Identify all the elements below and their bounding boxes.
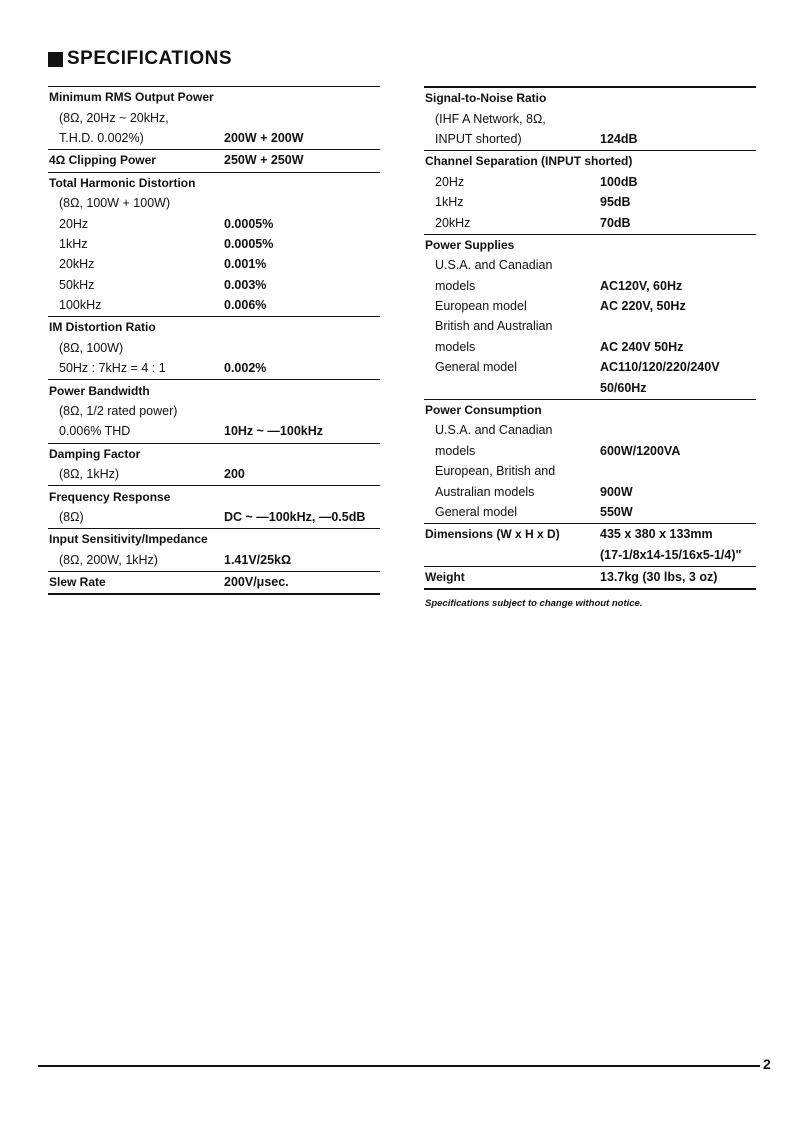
spec-label: Power Bandwidth: [49, 383, 150, 398]
spec-label: (8Ω, 1kHz): [59, 467, 120, 482]
spec-row: [48, 507, 380, 527]
spec-group: [48, 173, 380, 318]
spec-label: Frequency Response: [49, 489, 171, 504]
spec-row: [48, 421, 380, 441]
spec-row: [424, 357, 756, 377]
spec-row: [424, 192, 756, 212]
spec-label: Signal-to-Noise Ratio: [425, 91, 547, 106]
spec-label: T.H.D. 0.002%): [59, 130, 144, 145]
spec-row: [424, 316, 756, 336]
spec-group: [48, 529, 380, 572]
spec-value: 100dB: [600, 174, 638, 189]
footer-rule: [38, 1065, 760, 1067]
spec-row: [48, 358, 380, 378]
spec-change-note: Specifications subject to change without notice.: [425, 598, 643, 610]
spec-label: (8Ω, 1/2 rated power): [59, 404, 178, 419]
page-title: SPECIFICATIONS: [67, 48, 232, 69]
spec-row: [424, 235, 756, 255]
spec-group: [48, 150, 380, 172]
left-spec-table: [48, 87, 380, 595]
spec-row: [424, 337, 756, 357]
spec-label: 4Ω Clipping Power: [49, 153, 156, 168]
spec-label: Total Harmonic Distortion: [49, 175, 196, 190]
spec-group: [424, 151, 756, 235]
spec-label: 20Hz: [59, 216, 89, 231]
spec-row: [424, 296, 756, 316]
spec-value: 1.41V/25kΩ: [224, 552, 292, 567]
spec-value: 200: [224, 467, 245, 482]
spec-row: [48, 338, 380, 358]
spec-label: 50kHz: [59, 277, 95, 292]
spec-label: Australian models: [435, 484, 535, 499]
spec-row: [424, 481, 756, 501]
spec-row: [424, 276, 756, 296]
spec-value: 95dB: [600, 195, 631, 210]
right-spec-column: [424, 86, 756, 609]
spec-row: [424, 461, 756, 481]
spec-label: Input Sensitivity/Impedance: [49, 532, 208, 547]
spec-value: (17-1/8x14-15/16x5-1/4)": [600, 547, 742, 562]
spec-value: 900W: [600, 484, 633, 499]
spec-row: [424, 172, 756, 192]
spec-row: [48, 254, 380, 274]
heading-square-icon: [48, 52, 63, 67]
spec-row: [48, 295, 380, 315]
spec-row: [424, 108, 756, 128]
spec-row: [48, 107, 380, 127]
spec-group: [424, 524, 756, 567]
spec-label: 50Hz : 7kHz = 4 : 1: [59, 361, 166, 376]
spec-value: 250W + 250W: [224, 153, 304, 168]
spec-row: [48, 173, 380, 193]
spec-group: [48, 380, 380, 443]
spec-group: [48, 87, 380, 150]
spec-row: [424, 129, 756, 149]
spec-label: Channel Separation (INPUT shorted): [425, 154, 633, 169]
spec-label: models: [435, 339, 476, 354]
spec-label: Weight: [425, 570, 465, 585]
spec-label: IM Distortion Ratio: [49, 320, 156, 335]
spec-row: [424, 420, 756, 440]
spec-label: Power Consumption: [425, 403, 542, 418]
spec-row: [48, 529, 380, 549]
spec-row: [48, 572, 380, 592]
spec-row: [48, 401, 380, 421]
spec-label: INPUT shorted): [435, 131, 522, 146]
spec-value: 0.001%: [224, 257, 267, 272]
spec-label: (8Ω, 100W): [59, 340, 124, 355]
spec-label: (8Ω, 20Hz ~ 20kHz,: [59, 110, 169, 125]
spec-row: [424, 400, 756, 420]
spec-group: [48, 572, 380, 595]
spec-label: (IHF A Network, 8Ω,: [435, 111, 546, 126]
spec-row: [48, 486, 380, 506]
spec-row: [424, 441, 756, 461]
spec-value: 0.003%: [224, 277, 267, 292]
spec-label: (8Ω, 100W + 100W): [59, 196, 171, 211]
spec-value: 70dB: [600, 215, 631, 230]
spec-row: [424, 502, 756, 522]
spec-group: [48, 444, 380, 487]
spec-label: Minimum RMS Output Power: [49, 90, 214, 105]
spec-value: 550W: [600, 505, 633, 519]
spec-label: models: [435, 443, 476, 458]
spec-label: 20Hz: [435, 174, 465, 189]
spec-value: AC120V, 60Hz: [600, 278, 683, 293]
spec-row: [48, 213, 380, 233]
spec-row: [424, 377, 756, 397]
spec-group: [424, 235, 756, 400]
spec-value: 13.7kg (30 lbs, 3 oz): [600, 570, 718, 585]
spec-group: [48, 486, 380, 529]
spec-label: British and Australian: [435, 319, 553, 334]
spec-value: 200W + 200W: [224, 130, 304, 145]
spec-group: [424, 567, 756, 590]
spec-label: Power Supplies: [425, 237, 515, 252]
spec-label: 20kHz: [59, 257, 95, 272]
spec-value: 0.0005%: [224, 216, 274, 231]
spec-value: 200V/μsec.: [224, 575, 289, 590]
spec-row: [48, 464, 380, 484]
spec-row: [424, 88, 756, 108]
spec-group: [424, 400, 756, 524]
spec-value: 0.002%: [224, 361, 267, 376]
spec-label: 1kHz: [59, 236, 88, 251]
right-spec-table: [424, 88, 756, 590]
spec-value: 600W/1200VA: [600, 443, 681, 458]
spec-value: AC 240V 50Hz: [600, 339, 684, 354]
spec-label: European, British and: [435, 464, 556, 479]
spec-value: 50/60Hz: [600, 380, 647, 395]
spec-row: [48, 150, 380, 170]
spec-value: DC ~ —100kHz, —0.5dB: [224, 510, 366, 524]
spec-label: Damping Factor: [49, 446, 141, 461]
spec-label: European model: [435, 299, 527, 314]
spec-label: 20kHz: [435, 215, 471, 230]
spec-label: General model: [435, 360, 517, 375]
spec-label: Slew Rate: [49, 575, 106, 590]
spec-label: 100kHz: [59, 298, 102, 313]
spec-group: [48, 317, 380, 380]
spec-row: [424, 151, 756, 171]
spec-value: AC 220V, 50Hz: [600, 299, 686, 314]
spec-row: [424, 212, 756, 232]
spec-value: 0.0005%: [224, 236, 274, 251]
spec-row: [48, 87, 380, 107]
spec-row: [424, 524, 756, 544]
spec-label: (8Ω, 200W, 1kHz): [59, 552, 158, 567]
spec-row: [48, 550, 380, 570]
spec-row: [48, 444, 380, 464]
spec-group: [424, 88, 756, 151]
spec-row: [48, 317, 380, 337]
spec-label: General model: [435, 505, 517, 519]
spec-label: 0.006% THD: [59, 424, 131, 439]
spec-row: [424, 567, 756, 587]
spec-row: [48, 128, 380, 148]
spec-row: [48, 234, 380, 254]
spec-label: U.S.A. and Canadian: [435, 258, 553, 273]
specifications-heading: [48, 48, 232, 70]
spec-label: Dimensions (W x H x D): [425, 527, 560, 542]
spec-row: [48, 380, 380, 400]
spec-value: 0.006%: [224, 298, 267, 313]
spec-value: 435 x 380 x 133mm: [600, 527, 713, 542]
spec-row: [48, 193, 380, 213]
left-spec-column: [48, 86, 380, 595]
page-number: 2: [763, 1056, 771, 1072]
spec-label: models: [435, 278, 476, 293]
spec-value: 10Hz ~ —100kHz: [224, 424, 324, 439]
spec-label: 1kHz: [435, 195, 464, 210]
spec-label: U.S.A. and Canadian: [435, 423, 553, 438]
spec-row: [424, 255, 756, 275]
spec-value: AC110/120/220/240V: [600, 360, 720, 375]
spec-row: [48, 275, 380, 295]
spec-value: 124dB: [600, 131, 638, 146]
spec-row: [424, 545, 756, 565]
spec-label: (8Ω): [59, 510, 84, 524]
